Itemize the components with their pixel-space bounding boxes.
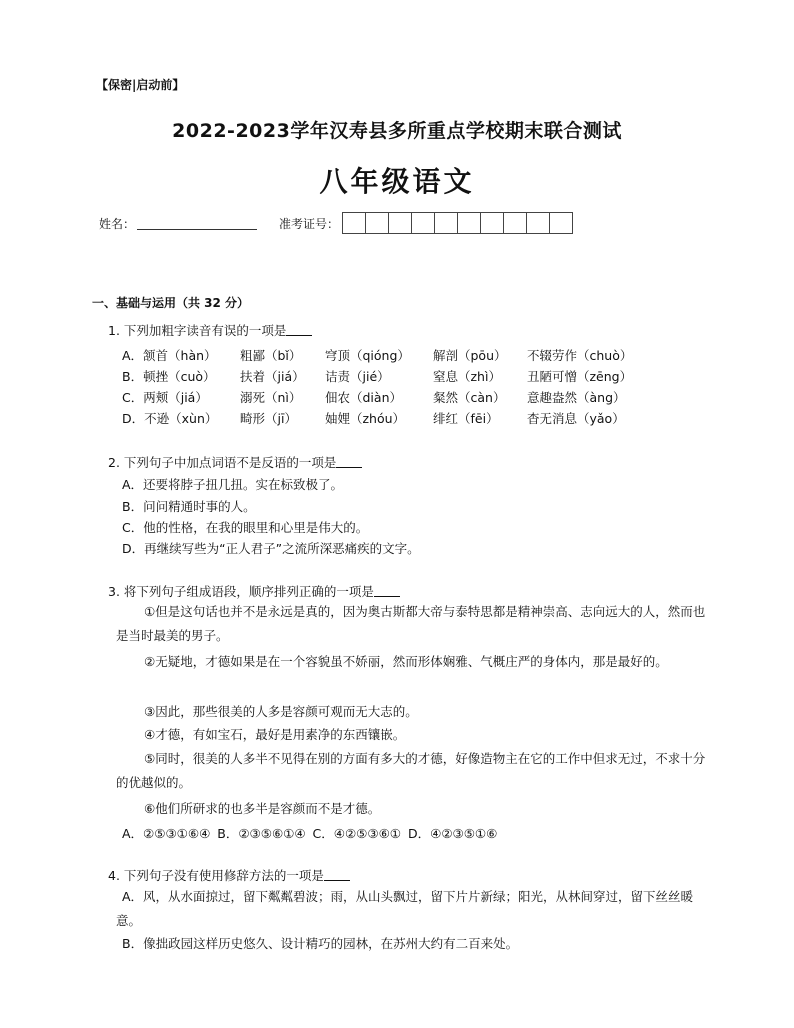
subject-title: 八年级语文 [319,165,475,198]
question-1-option-b: B．顿挫（cuò） 扶着（jiá） 诘责（jié） 窒息（zhì） 丑陋可憎（zēng） [122,369,633,384]
question-1-option-c: C．两颊（jiá） 溺死（nì） 佃农（diàn） 粲然（càn） 意趣盎然（àng） [122,390,626,405]
student-info-row [99,212,573,234]
question-3-sentence-4: ④才德，有如宝石，最好是用素净的东西镶嵌。 [144,727,406,742]
name-label: 姓名： [99,216,136,231]
question-2-option-b: B．问问精通时事的人。 [122,499,256,514]
question-2-option-d: D．再继续写些为“正人君子”之流所深恶痛疾的文字。 [122,541,420,556]
question-1-option-a: A．颔首（hàn） 粗鄙（bǐ） 穹顶（qióng） 解剖（pōu） 不辍劳作（chuò） [122,348,633,363]
answer-blank[interactable] [324,868,350,881]
exam-id-box[interactable] [480,212,504,234]
question-3-sentence-1: ①但是这句话也并不是永远是真的，因为奥古斯都大帝与泰特思都是精神崇高、志向远大的人，然而也是当时最美的男子。 [116,604,706,643]
question-3-sentence-5: ⑤同时，很美的人多半不见得在别的方面有多大的才德，好像造物主在它的工作中但求无过，不求十分的优越似的。 [116,751,706,790]
exam-id-box[interactable] [365,212,389,234]
question-4-option-b: B．像拙政园这样历史悠久、设计精巧的园林，在苏州大约有二百来处。 [122,936,519,951]
exam-id-box[interactable] [434,212,458,234]
exam-title: 2022-2023学年汉寿县多所重点学校期末联合测试 [172,120,622,142]
exam-id-box[interactable] [411,212,435,234]
exam-id-label: 准考证号： [279,216,340,231]
question-1-option-d: D．不逊（xùn） 畸形（jī） 妯娌（zhóu） 绯红（fēi） 杳无消息（yǎo） [122,411,625,426]
exam-id-boxes[interactable] [343,212,573,234]
answer-blank[interactable] [336,455,362,468]
exam-id-box[interactable] [526,212,550,234]
exam-id-box[interactable] [503,212,527,234]
question-4-stem: 4. 下列句子没有使用修辞方法的一项是 [108,866,350,884]
question-2-option-a: A．还要将脖子扭几扭。实在标致极了。 [122,477,344,492]
question-2-option-c: C．他的性格，在我的眼里和心里是伟大的。 [122,520,369,535]
question-3-stem: 3. 将下列句子组成语段，顺序排列正确的一项是 [108,582,400,600]
question-4-option-a: A．风，从水面掠过，留下粼粼碧波；雨，从山头飘过，留下片片新绿；阳光，从林间穿过，留下丝丝暖意。 [116,889,694,928]
name-field[interactable] [137,217,257,230]
question-3-sentence-6: ⑥他们所研求的也多半是容颜而不是才德。 [144,801,381,816]
answer-blank[interactable] [286,323,312,336]
question-1-stem: 1. 下列加粗字读音有误的一项是 [108,321,312,339]
section-heading: 一、基础与运用（共 32 分） [92,296,250,310]
exam-id-box[interactable] [388,212,412,234]
confidential-tag: 【保密|启动前】 [96,78,185,92]
question-3-sentence-3: ③因此，那些很美的人多是容颜可观而无大志的。 [144,704,418,719]
exam-id-box[interactable] [457,212,481,234]
exam-id-box[interactable] [549,212,573,234]
question-3-sentence-2: ②无疑地，才德如果是在一个容貌虽不娇丽，然而形体娴雅、气概庄严的身体内，那是最好的。 [144,654,668,669]
question-3-options: A．②⑤③①⑥④ B．②③⑤⑥①④ C．④②⑤③⑥① D．④②③⑤①⑥ [122,826,498,841]
exam-id-box[interactable] [342,212,366,234]
answer-blank[interactable] [374,584,400,597]
question-2-stem: 2. 下列句子中加点词语不是反语的一项是 [108,453,362,471]
